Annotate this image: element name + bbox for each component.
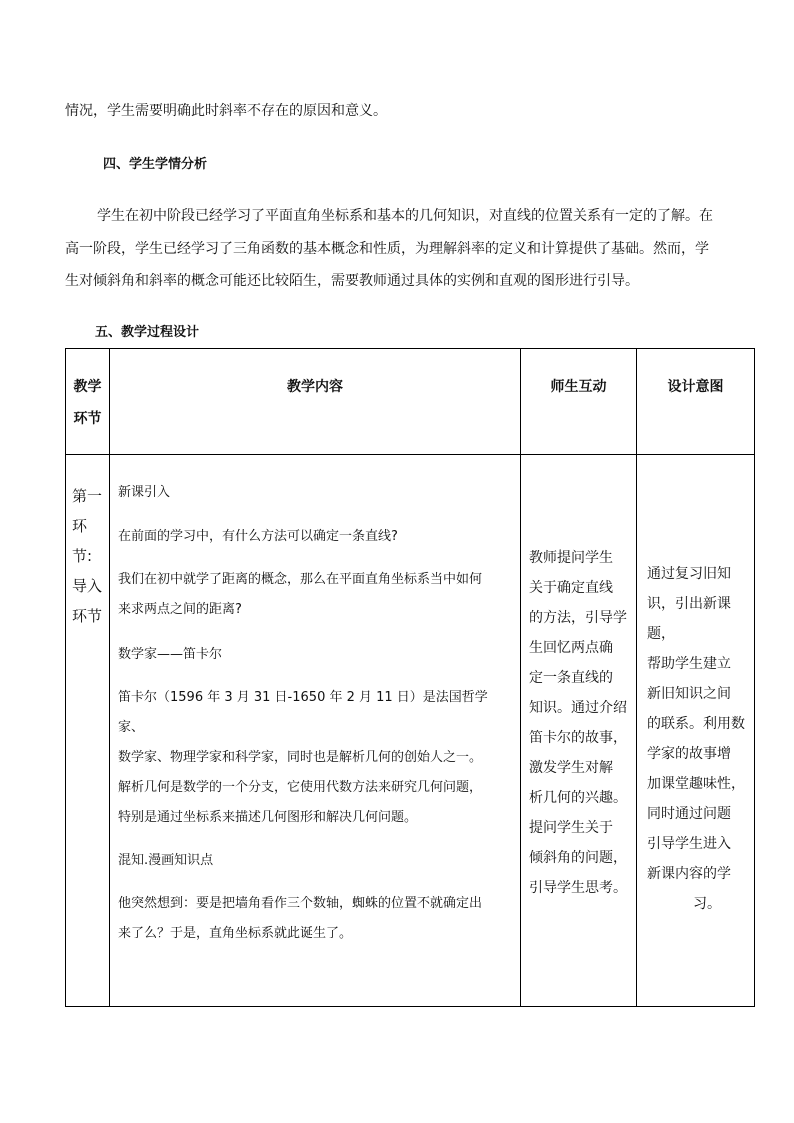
section5-heading: 五、教学过程设计	[95, 325, 200, 340]
header-stage	[66, 349, 110, 455]
intent-cell	[637, 455, 755, 1007]
interaction-line: 教师提问学生	[529, 550, 613, 566]
intent-line: 习。	[693, 896, 721, 912]
header-interaction-label: 师生互动	[550, 379, 607, 395]
intent-line: 通过复习旧知	[647, 566, 731, 582]
content-bio-line: 特别是通过坐标系来描述几何图形和解决几何问题。	[118, 810, 418, 825]
header-stage-line2: 环节	[73, 411, 102, 427]
stage-line: 第一	[72, 487, 103, 505]
interaction-line: 析几何的兴趣。	[529, 790, 627, 806]
stage-line: 环节	[72, 607, 103, 625]
content-mathematician: 数学家——笛卡尔	[118, 647, 223, 662]
content-cell	[110, 455, 521, 1007]
stage-line: 环节:	[72, 517, 93, 565]
interaction-line: 提问学生关于	[529, 820, 613, 836]
content-story-line: 来了么？于是，直角坐标系就此诞生了。	[118, 926, 353, 941]
intent-line: 的联系。利用数	[647, 716, 745, 732]
intent-line: 学家的故事增	[647, 746, 731, 762]
content-bio-line: 解析几何是数学的一个分支，它使用代数方法来研究几何问题，	[118, 780, 483, 795]
content-bio-line: 数学家、物理学家和科学家，同时也是解析几何的创始人之一。	[118, 750, 483, 765]
interaction-line: 定一条直线的	[529, 670, 613, 686]
stage-cell	[66, 455, 110, 1007]
header-interaction	[521, 349, 637, 455]
section4-heading: 四、学生学情分析	[103, 157, 208, 172]
intent-line: 同时通过问题	[647, 806, 731, 822]
content-distance-line: 我们在初中就学了距离的概念，那么在平面直角坐标系当中如何	[118, 572, 483, 587]
intent-line: 新旧知识之间	[647, 686, 731, 702]
header-content	[110, 349, 521, 455]
header-intent	[637, 349, 755, 455]
content-distance-line: 来求两点之间的距离?	[118, 602, 242, 617]
content-question: 在前面的学习中，有什么方法可以确定一条直线?	[118, 529, 398, 544]
intent-line: 引导学生进入	[647, 836, 731, 852]
intro-line: 情况，学生需要明确此时斜率不存在的原因和意义。	[65, 103, 387, 119]
header-stage-line1: 教学	[73, 379, 102, 395]
interaction-line: 激发学生对解	[529, 760, 613, 776]
table-header-row	[66, 349, 755, 455]
interaction-line: 知识。通过介绍	[529, 700, 627, 716]
interaction-line: 引导学生思考。	[529, 880, 627, 896]
content-story-line: 他突然想到：要是把墙角看作三个数轴，蜘蛛的位置不就确定出	[118, 896, 483, 911]
interaction-line: 关于确定直线	[529, 580, 613, 596]
intent-line: 新课内容的学	[647, 866, 731, 882]
intent-line: 识，引出新课题，	[647, 596, 731, 642]
interaction-line: 笛卡尔的故事，	[529, 730, 627, 746]
interaction-cell	[521, 455, 637, 1007]
section4-line-1: 学生在初中阶段已经学习了平面直角坐标系和基本的几何知识，对直线的位置关系有一定的了解。在	[97, 208, 713, 224]
lesson-plan-table	[65, 348, 755, 1007]
header-content-label: 教学内容	[287, 379, 343, 395]
interaction-line: 生回忆两点确	[529, 640, 613, 656]
interaction-line: 的方法，引导学	[529, 610, 627, 626]
section4-line-2: 高一阶段，学生已经学习了三角函数的基本概念和性质，为理解斜率的定义和计算提供了基础。然而，学	[65, 241, 709, 257]
interaction-line: 倾斜角的问题，	[529, 850, 627, 866]
content-title: 新课引入	[118, 485, 171, 500]
section4-line-3: 生对倾斜角和斜率的概念可能还比较陌生，需要教师通过具体的实例和直观的图形进行引导。	[65, 273, 639, 289]
content-bio-line: 笛卡尔（1596 年 3 月 31 日-1650 年 2 月 11 日）是法国哲学家、	[118, 690, 488, 735]
intent-line: 加课堂趣味性，	[647, 776, 745, 792]
content-comic: 混知.漫画知识点	[118, 853, 214, 868]
intent-line: 帮助学生建立	[647, 656, 731, 672]
table-row	[66, 455, 755, 1007]
header-intent-label: 设计意图	[667, 379, 724, 395]
stage-line: 导入	[72, 577, 103, 595]
